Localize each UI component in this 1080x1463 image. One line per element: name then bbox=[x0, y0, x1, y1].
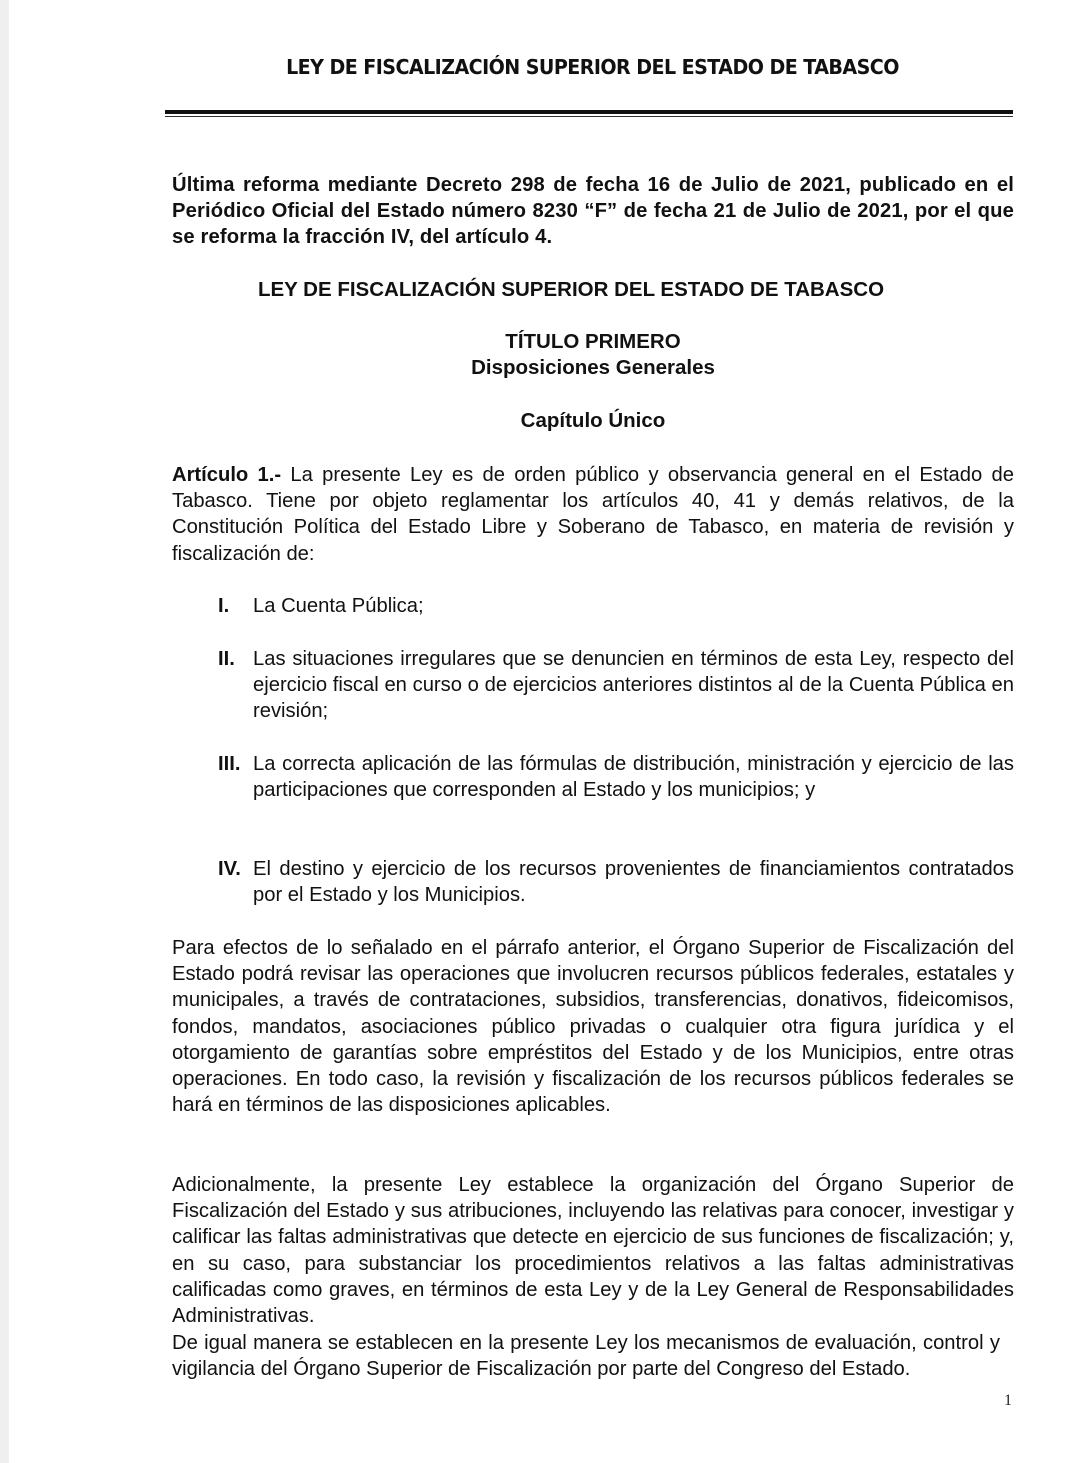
chapter-heading: Capítulo Único bbox=[520, 409, 666, 432]
title-heading: TÍTULO PRIMERO bbox=[505, 330, 681, 353]
article-1-lead: Artículo 1.- bbox=[172, 464, 282, 486]
paragraph: De igual manera se establecen en la presente Ley los mecanismos de evaluación, control y vigilancia del Órgano Superior de Fiscalización por parte del Congreso del Estado. bbox=[172, 1332, 1000, 1381]
fraction-item bbox=[218, 751, 1014, 803]
fraction-numeral: III. bbox=[218, 753, 241, 775]
article-1-text: La presente Ley es de orden público y observancia general en el Estado de Tabasco. Tiene por objeto reglamentar los artículos 40, 41 y demás relativos, de la Constitución Política del Estado Libre y Soberano de Tabasco, en materia de revisión y fiscalización de: bbox=[172, 464, 1014, 565]
fraction-item bbox=[218, 646, 1014, 725]
reform-note: Última reforma mediante Decreto 298 de fecha 16 de Julio de 2021, publicado en el Periódico Oficial del Estado número 8230 “F” de fecha 21 de Julio de 2021, por el que se reforma la fracción IV, del artículo 4. bbox=[172, 174, 1014, 249]
running-header: LEY DE FISCALIZACIÓN SUPERIOR DEL ESTADO DE TABASCO bbox=[286, 55, 899, 79]
fraction-item bbox=[218, 593, 1014, 619]
article-1 bbox=[172, 462, 1014, 567]
page-number: 1 bbox=[1004, 1392, 1012, 1409]
paragraph: Para efectos de lo señalado en el párrafo anterior, el Órgano Superior de Fiscalización del Estado podrá revisar las operaciones que involucren recursos públicos federales, estatales y municipales, a través de contrataciones, subsidios, transferencias, donativos, fideicomisos, fondos, mandatos, asociaciones público privadas o cualquier otra figura jurídica y el otorgamiento de garantías sobre empréstitos del Estado y de los Municipios, entre otras operaciones. En todo caso, la revisión y fiscalización de los recursos públicos federales se hará en términos de las disposiciones aplicables. bbox=[172, 937, 1014, 1117]
header-rule-thin bbox=[165, 116, 1013, 117]
fraction-text: La Cuenta Pública; bbox=[253, 595, 424, 617]
fraction-numeral: II. bbox=[218, 648, 235, 670]
header-rule-thick bbox=[165, 110, 1013, 114]
paragraph: Adicionalmente, la presente Ley establece la organización del Órgano Superior de Fiscalización del Estado y sus atribuciones, incluyendo las relativas para conocer, investigar y calificar las faltas administrativas que detecte en ejercicio de sus funciones de fiscalización; y, en su caso, para substanciar los procedimientos relativos a las faltas administrativas calificadas como graves, en términos de esta Ley y de la Ley General de Responsabilidades Administrativas. bbox=[172, 1174, 1014, 1328]
fraction-text: Las situaciones irregulares que se denuncien en términos de esta Ley, respecto del ejercicio fiscal en curso o de ejercicios anteriores distintos al de la Cuenta Pública en revisión; bbox=[253, 648, 1014, 723]
fraction-numeral: IV. bbox=[218, 858, 241, 880]
fraction-text: La correcta aplicación de las fórmulas de distribución, ministración y ejercicio de las participaciones que corresponden al Estado y los municipios; y bbox=[253, 753, 1014, 802]
title-subheading: Disposiciones Generales bbox=[471, 356, 715, 379]
law-title: LEY DE FISCALIZACIÓN SUPERIOR DEL ESTADO DE TABASCO bbox=[257, 278, 885, 301]
fraction-item bbox=[218, 856, 1014, 908]
fraction-text: El destino y ejercicio de los recursos provenientes de financiamientos contratados por el Estado y los Municipios. bbox=[253, 858, 1014, 907]
fraction-numeral: I. bbox=[218, 595, 230, 617]
